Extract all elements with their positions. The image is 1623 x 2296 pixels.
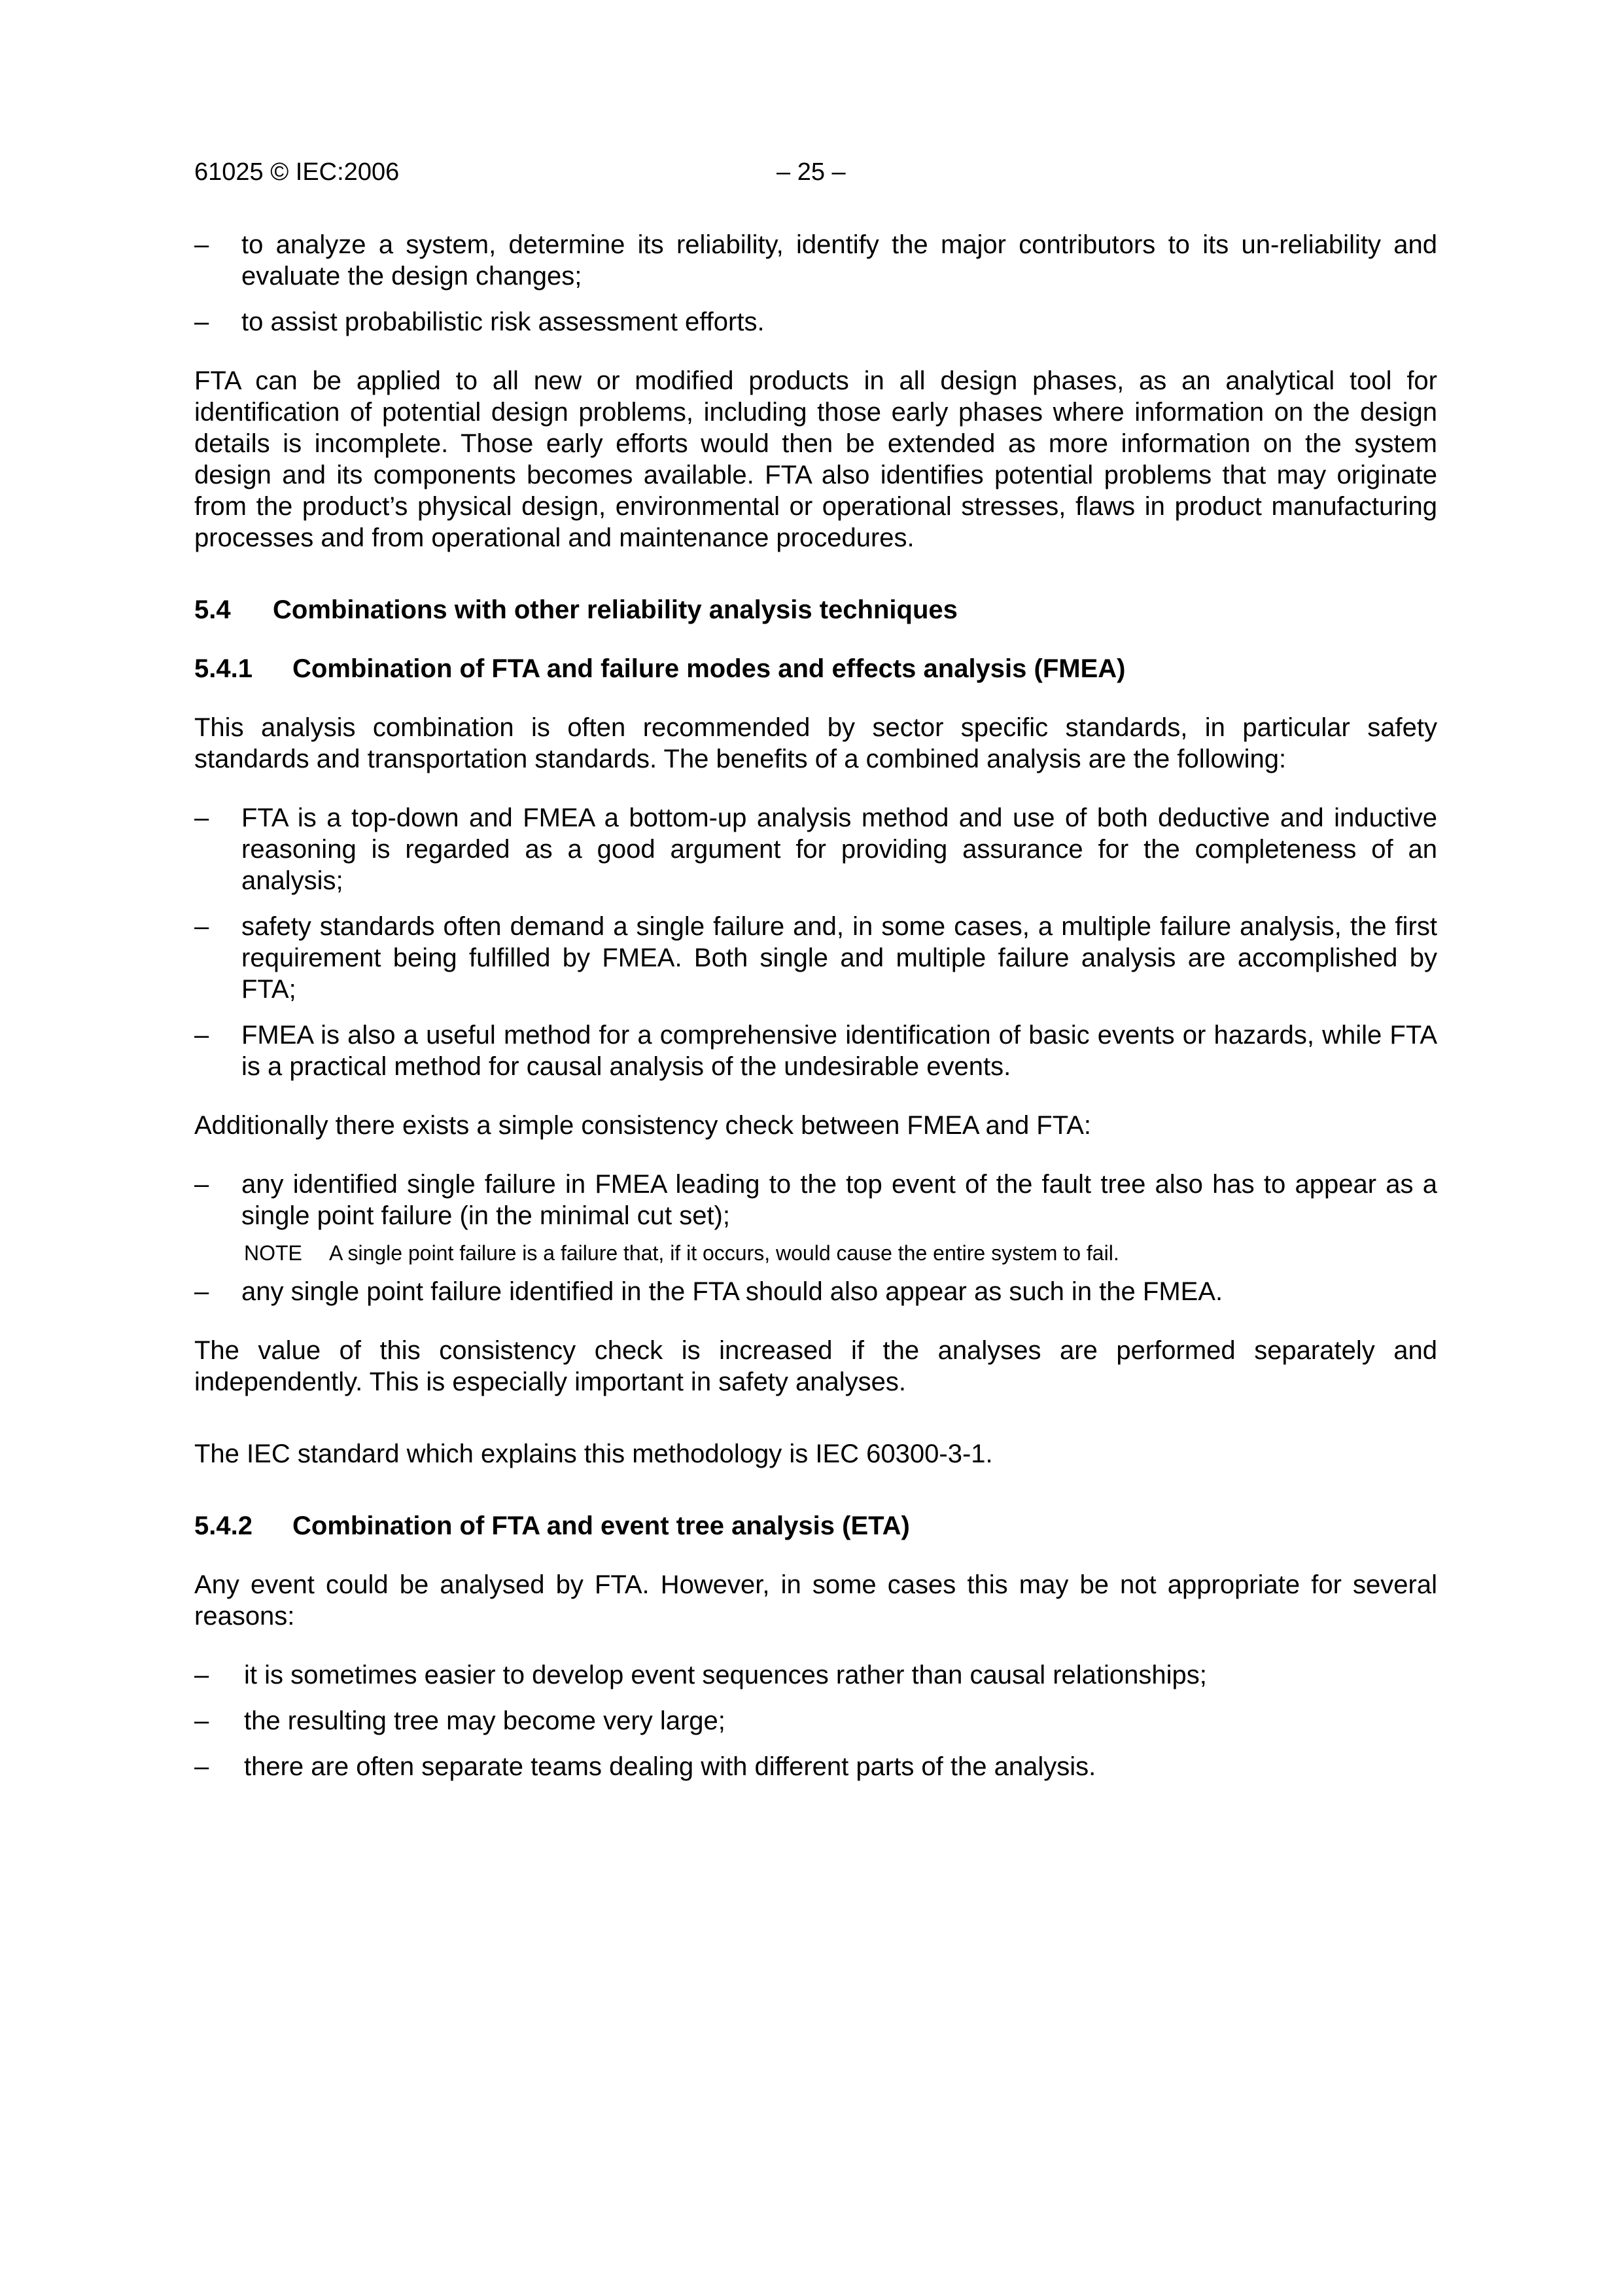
list-item xyxy=(194,1169,1437,1231)
section-number: 5.4.1 xyxy=(194,654,253,683)
list-item-text: any single point failure identified in the FTA should also appear as such in the FMEA. xyxy=(241,1277,1223,1306)
note-label: NOTE xyxy=(244,1241,302,1265)
list-item xyxy=(194,1659,1437,1691)
section-heading-5-4-1 xyxy=(194,653,1437,684)
dash-marker: – xyxy=(194,912,209,941)
page-header xyxy=(194,156,1437,195)
list-item xyxy=(194,1751,1437,1782)
section-title: Combinations with other reliability analysis techniques xyxy=(273,595,958,624)
dash-marker: – xyxy=(194,1277,209,1306)
dash-marker: – xyxy=(194,1706,209,1735)
list-item-text: safety standards often demand a single failure and, in some cases, a multiple failure analysis, the first requirement being fulfilled by FMEA. Both single and multiple failure analysis are accomplished by FTA; xyxy=(241,912,1437,1004)
section-title: Combination of FTA and failure modes and effects analysis (FMEA) xyxy=(292,654,1126,683)
standard-id: 61025 © IEC:2006 xyxy=(194,158,400,186)
list-item-text: the resulting tree may become very large; xyxy=(244,1706,725,1735)
list-item-text: there are often separate teams dealing with different parts of the analysis. xyxy=(244,1752,1096,1781)
page-number: – 25 – xyxy=(777,158,846,186)
fmea-intro-paragraph: This analysis combination is often recommended by sector specific standards, in particular safety standards and transportation standards. The benefits of a combined analysis are the following: xyxy=(194,713,1437,773)
list-item xyxy=(194,911,1437,1005)
list-item-text: any identified single failure in FMEA leading to the top event of the fault tree also has to appear as a single point failure (in the minimal cut set); xyxy=(241,1170,1437,1230)
fta-paragraph: FTA can be applied to all new or modified products in all design phases, as an analytical tool for identification of potential design problems, including those early phases where information on the design details is incomplete. Those early efforts would then be extended as more information on the system design and its components becomes available. FTA also identifies potential problems that may originate from the product’s physical design, environmental or operational stresses, flaws in product manufacturing processes and from operational and maintenance procedures. xyxy=(194,366,1437,552)
section-number: 5.4 xyxy=(194,595,231,624)
consistency-intro-paragraph: Additionally there exists a simple consistency check between FMEA and FTA: xyxy=(194,1111,1091,1140)
section-title: Combination of FTA and event tree analysis (ETA) xyxy=(292,1511,910,1540)
note xyxy=(194,1239,1437,1267)
dash-marker: – xyxy=(194,1752,209,1781)
list-item-text: FMEA is also a useful method for a comprehensive identification of basic events or hazards, while FTA is a practical method for causal analysis of the undesirable events. xyxy=(241,1021,1437,1081)
section-number: 5.4.2 xyxy=(194,1511,253,1540)
list-item-text: it is sometimes easier to develop event sequences rather than causal relationships; xyxy=(244,1661,1207,1689)
eta-intro-paragraph: Any event could be analysed by FTA. However, in some cases this may be not appropriate for several reasons: xyxy=(194,1570,1437,1631)
list-item xyxy=(194,229,1437,292)
page-body xyxy=(194,229,1437,1782)
list-item-text: to assist probabilistic risk assessment efforts. xyxy=(241,308,765,336)
iec-paragraph: The IEC standard which explains this methodology is IEC 60300-3-1. xyxy=(194,1439,993,1468)
list-item-text: FTA is a top-down and FMEA a bottom-up analysis method and use of both deductive and inductive reasoning is regarded as a good argument for providing assurance for the completeness of an analysis; xyxy=(241,804,1437,895)
dash-marker: – xyxy=(194,230,209,259)
list-item xyxy=(194,1276,1437,1307)
section-heading-5-4 xyxy=(194,594,1437,626)
note-text: A single point failure is a failure that, if it occurs, would cause the entire system to fail. xyxy=(329,1241,1119,1265)
list-item xyxy=(194,1705,1437,1737)
value-paragraph: The value of this consistency check is increased if the analyses are performed separately and independently. This is especially important in safety analyses. xyxy=(194,1336,1437,1396)
dash-marker: – xyxy=(194,804,209,832)
list-item xyxy=(194,306,1437,338)
section-heading-5-4-2 xyxy=(194,1510,1437,1542)
dash-marker: – xyxy=(194,1170,209,1199)
dash-marker: – xyxy=(194,308,209,336)
list-item xyxy=(194,802,1437,896)
list-item-text: to analyze a system, determine its reliability, identify the major contributors to its un-reliability and evaluate the design changes; xyxy=(241,230,1437,291)
list-item xyxy=(194,1019,1437,1082)
dash-marker: – xyxy=(194,1021,209,1050)
dash-marker: – xyxy=(194,1661,209,1689)
